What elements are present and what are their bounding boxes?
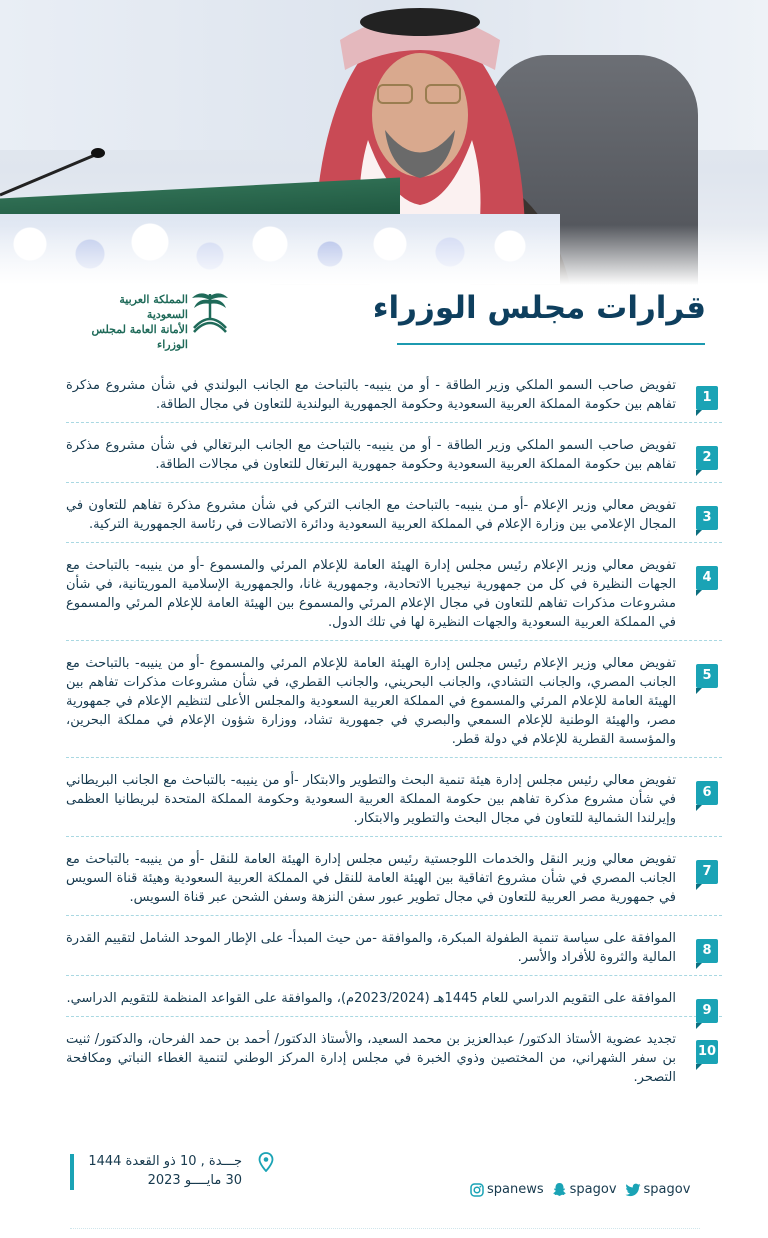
decision-item: [66, 552, 722, 641]
decision-item: [66, 372, 722, 423]
twitter-icon: [625, 1183, 641, 1197]
social-snapchat[interactable]: [552, 1182, 617, 1197]
footer-divider: [70, 1228, 700, 1231]
decision-number: 10: [696, 1040, 718, 1064]
org-line-1: المملكة العربية السعودية: [119, 293, 188, 321]
decision-number: 8: [696, 939, 718, 963]
decision-text: تجديد عضوية الأستاذ الدكتور/ عبدالعزيز بن محمد السعيد، والأستاذ الدكتور/ أحمد بن حمد الفرحان، والدكتور/ ثنيت بن سفر الشهراني، من المختصين وذوي الخبرة في مجلس إدارة المركز الوطني لتنمية الغطاء النباتي ومكافحة التصحر.: [66, 1032, 676, 1085]
decision-item: [66, 492, 722, 543]
decision-item: [66, 767, 722, 837]
decision-number: 3: [696, 506, 718, 530]
title-underline: [397, 343, 705, 345]
decision-number: 9: [696, 999, 718, 1023]
decision-text: الموافقة على سياسة تنمية الطفولة المبكرة، والموافقة -من حيث المبدأ- على الإطار الموحد الشامل لتقييم القدرة المالية والثروة للأفراد والأسر.: [66, 931, 676, 965]
twitter-handle: spagov: [643, 1182, 691, 1197]
decision-item: [66, 432, 722, 483]
social-handles: [470, 1182, 690, 1197]
decision-text: تفويض معالي وزير النقل والخدمات اللوجستية رئيس مجلس إدارة الهيئة العامة للنقل -أو من ينيبه- بالتباحث مع الجانب المصري في شأن مشروع اتفاقية بين الهيئة العامة للنقل في المملكة العربية السعودية وهيئة قناة السويس في جمهورية مصر العربية للتعاون في مجال تطوير عبور سفن النزهة وسفن الشحن عبر قناة السويس.: [66, 852, 676, 905]
decision-number: 7: [696, 860, 718, 884]
snapchat-handle: spagov: [569, 1182, 617, 1197]
photo-fade: [0, 225, 768, 285]
snapchat-icon: [552, 1182, 567, 1197]
decision-number: 4: [696, 566, 718, 590]
decision-item: [66, 925, 722, 976]
decision-number: 6: [696, 781, 718, 805]
decision-text: تفويض معالي رئيس مجلس إدارة هيئة تنمية البحث والتطوير والابتكار -أو من ينيبه- بالتباحث مع الجانب البريطاني في شأن مشروع مذكرة تفاهم بين حكومة المملكة العربية السعودية وحكومة المملكة المتحدة لبريطانيا العظمى وإيرلندا الشمالية للتعاون في مجال البحث والتطوير والابتكار.: [66, 773, 676, 826]
org-name: [78, 292, 188, 352]
org-line-2: الأمانة العامة لمجلس الوزراء: [91, 323, 188, 351]
social-instagram[interactable]: [470, 1182, 544, 1197]
decision-item: [66, 985, 722, 1017]
decisions-list: [66, 372, 722, 1104]
date-gregorian: 30 مايــــو 2023: [147, 1173, 242, 1188]
date-hijri: جـــدة , 10 ذو القعدة 1444: [88, 1154, 242, 1169]
palm-swords-emblem-icon: [188, 288, 232, 336]
decision-text: تفويض معالي وزير الإعلام رئيس مجلس إدارة الهيئة العامة للإعلام المرئي والمسموع -أو من ينيبه- بالتباحث مع الجهات النظيرة في كل من جمهورية نيجيريا الاتحادية، وجمهورية غانا، والجمهورية الإسلامية الموريتانية، في شأن مشروعات مذكرات تفاهم للتعاون في مجال الإعلام المرئي والمسموع بين الهيئة العامة للإعلام المرئي والمسموع في المملكة العربية السعودية والجهات النظيرة لها في تلك الدول.: [66, 558, 676, 630]
date-block: [70, 1154, 274, 1190]
page-title: قرارات مجلس الوزراء: [372, 290, 706, 326]
council-logo: [78, 288, 238, 351]
decision-item: [66, 846, 722, 916]
decision-number: 5: [696, 664, 718, 688]
instagram-handle: spanews: [487, 1182, 544, 1197]
decision-text: تفويض معالي وزير الإعلام -أو مـن ينيبه- بالتباحث مع الجانب التركي في شأن مشروع مذكرة تفاهم للتعاون في المجال الإعلامي بين وزارة الإعلام في المملكة العربية السعودية ودائرة الاتصالات في رئاسة الجمهورية التركية.: [66, 498, 676, 532]
decision-number: 1: [696, 386, 718, 410]
decision-text: تفويض صاحب السمو الملكي وزير الطاقة - أو من ينيبه- بالتباحث مع الجانب البولندي في شأن مشروع مذكرة تفاهم بين حكومة المملكة العربية السعودية وحكومة الجمهورية البولندية للتعاون في مجال الطاقة.: [66, 378, 676, 412]
decision-text: الموافقة على التقويم الدراسي للعام 1445هـ (2023/2024م)، والموافقة على القواعد المنظمة للتقويم الدراسي.: [66, 991, 676, 1006]
decision-item: [66, 1026, 722, 1095]
decision-text: تفويض معالي وزير الإعلام رئيس مجلس إدارة الهيئة العامة للإعلام المرئي والمسموع -أو من ينيبه- بالتباحث مع الجانب المصري، والجانب التشادي، والجانب البحريني، والجانب القطري، في شأن مشروعات مذكرات تفاهم بين الهيئة العامة للإعلام المرئي والمسموع في المملكة العربية السعودية والمجلس الأعلى لتنظيم الإعلام في جمهورية مصر، والهيئة الوطنية للإعلام السمعي والبصري في جمهورية تشاد، ووزارة شؤون الإعلام في مملكة البحرين، والمؤسسة القطرية للإعلام في دولة قطر.: [66, 656, 676, 747]
instagram-icon: [470, 1183, 484, 1197]
decision-item: [66, 650, 722, 758]
decision-text: تفويض صاحب السمو الملكي وزير الطاقة - أو من ينيبه- بالتباحث مع الجانب البرتغالي في شأن مشروع مذكرة تفاهم بين حكومة المملكة العربية السعودية وحكومة جمهورية البرتغال للتعاون في مجالات الطاقة.: [66, 438, 676, 472]
social-twitter[interactable]: [625, 1182, 691, 1197]
photo-microphone: [0, 140, 110, 200]
decision-number: 2: [696, 446, 718, 470]
header-photo: [0, 0, 768, 285]
